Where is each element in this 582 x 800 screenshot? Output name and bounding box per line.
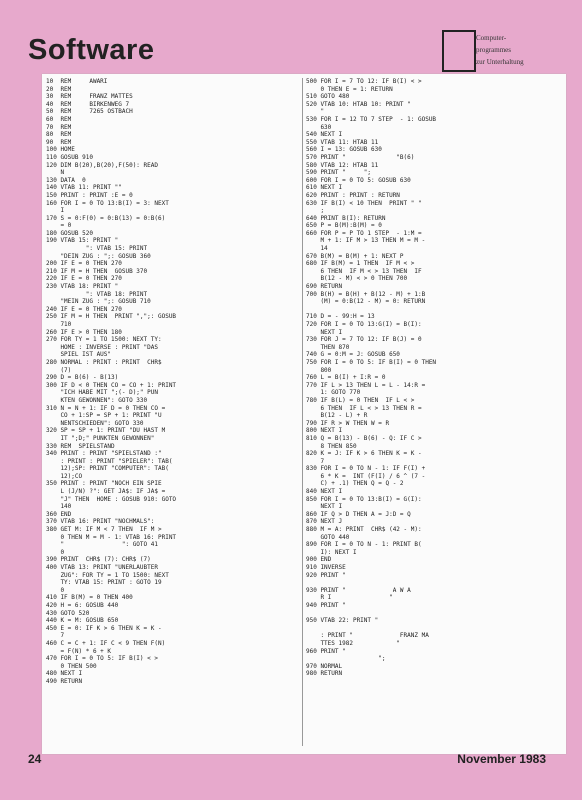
code-line: 80 REM xyxy=(46,131,72,139)
code-line: 430 GOTO 520 xyxy=(46,609,90,617)
section-title: Software xyxy=(28,34,155,66)
logo-line-2: programmes xyxy=(476,46,511,54)
code-line: 800 NEXT I xyxy=(306,427,343,435)
code-line xyxy=(306,306,558,314)
code-line: 830 FOR I = 0 TO N - 1: IF F(I) + xyxy=(306,465,426,473)
code-line: 970 NORMAL xyxy=(306,662,343,670)
code-line: 620 PRINT : PRINT : RETURN xyxy=(306,191,400,199)
code-line: ; xyxy=(306,207,325,215)
code-line: 450 E = 0: IF K > 6 THEN K = K - xyxy=(46,624,162,632)
code-line: 330 REM SPIELSTAND xyxy=(46,442,115,450)
code-line: " ": GOTO 41 xyxy=(46,541,158,549)
code-line: 7 xyxy=(306,457,325,465)
code-line: 510 GOTO 480 xyxy=(306,93,350,101)
logo-box-icon xyxy=(442,30,476,72)
code-line: "J" THEN HOME : GOSUB 910: GOTO xyxy=(46,495,177,503)
code-line: = 0 xyxy=(46,222,72,230)
code-line: 870 NEXT J xyxy=(306,518,343,526)
code-line: 380 GET M: IF M < 7 THEN IF M > xyxy=(46,526,162,534)
code-line: 800 xyxy=(306,366,332,374)
code-line xyxy=(306,579,558,587)
code-line: 12);SP: PRINT "COMPUTER": TAB( xyxy=(46,465,169,473)
code-line: 820 K = J: IF K > 6 THEN K = K - xyxy=(306,450,422,458)
code-line: 7 xyxy=(46,632,65,640)
code-line: 690 RETURN xyxy=(306,283,343,291)
column-divider xyxy=(302,78,303,746)
code-line: L (J/N) ?": GET JA$: IF JA$ = xyxy=(46,488,166,496)
code-line: 1: GOTO 770 xyxy=(306,389,361,397)
code-line: 230 VTAB 18: PRINT " xyxy=(46,283,119,291)
code-line: 260 IF E > 0 THEN 180 xyxy=(46,328,122,336)
code-line: GOTO 440 xyxy=(306,533,350,541)
code-line: 860 IF Q > D THEN A = J:D = Q xyxy=(306,510,411,518)
code-line: 120 DIM B(20),B(20),F(50): READ xyxy=(46,161,158,169)
code-line: IT ";D;" PUNKTEN GEWONNEN" xyxy=(46,434,155,442)
code-line: (7) xyxy=(46,366,72,374)
code-line: 140 VTAB 11: PRINT "" xyxy=(46,184,122,192)
code-line: 100 HOME xyxy=(46,146,75,154)
code-line: 180 GOSUB 520 xyxy=(46,229,93,237)
code-line: 740 G = 0:M = J: GOSUB 650 xyxy=(306,351,400,359)
code-line: 550 VTAB 11: HTAB 11 xyxy=(306,138,379,146)
code-line: 40 REM BIRKENWEG 7 xyxy=(46,100,130,108)
code-line: N xyxy=(46,169,65,177)
code-line: 930 PRINT " A W A xyxy=(306,586,411,594)
code-line: 440 K = M: GOSUB 650 xyxy=(46,617,119,625)
code-line: 880 M = A: PRINT CHR$ (42 - M): xyxy=(306,526,422,534)
code-line: TTES 1982 " xyxy=(306,639,400,647)
issue-date: November 1983 xyxy=(457,752,546,766)
page-number: 24 xyxy=(28,752,42,766)
code-line: 570 PRINT " "B(6) xyxy=(306,153,415,161)
code-line: 190 VTAB 15: PRINT " xyxy=(46,237,119,245)
code-line: TY: VTAB 15: PRINT : GOTO 19 xyxy=(46,579,162,587)
code-line: 950 VTAB 22: PRINT " xyxy=(306,617,379,625)
code-line: 0 THEN E = 1: RETURN xyxy=(306,85,393,93)
code-line: B(12 - M) < > 0 THEN 700 xyxy=(306,275,408,283)
code-line: ZUG": FOR TY = 1 TO 1500: NEXT xyxy=(46,571,169,579)
code-line: "DEIN ZUG : ";: GOSUB 360 xyxy=(46,252,151,260)
code-line: 480 NEXT I xyxy=(46,670,83,678)
code-line: 280 NORMAL : PRINT : PRINT CHR$ xyxy=(46,358,162,366)
code-line: 350 PRINT : PRINT "NOCH EIN SPIE xyxy=(46,480,162,488)
code-line: NEXT I xyxy=(306,328,343,336)
code-line: 50 REM 7265 OSTBACH xyxy=(46,108,133,116)
code-line: 370 VTAB 16: PRINT "NOCHMALS": xyxy=(46,518,155,526)
code-line: 810 Q = B(13) - B(6) - Q: IF C > xyxy=(306,434,422,442)
code-line: 630 IF B(I) < 10 THEN PRINT " " xyxy=(306,199,422,207)
code-line: 910 INVERSE xyxy=(306,564,346,571)
code-line: 140 xyxy=(46,503,72,511)
code-line: 600 FOR I = 0 TO 5: GOSUB 630 xyxy=(306,176,411,184)
code-line: 310 N = N + 1: IF D = 0 THEN CO = xyxy=(46,404,166,412)
code-line: 520 VTAB 10: HTAB 10: PRINT " xyxy=(306,100,411,108)
code-line: I): NEXT I xyxy=(306,548,357,556)
code-line xyxy=(306,625,558,633)
code-line: 220 IF E = 0 THEN 270 xyxy=(46,275,122,283)
code-line: 490 RETURN xyxy=(46,677,83,685)
code-line: 980 RETURN xyxy=(306,670,343,678)
code-line: NENTSCHIEDEN": GOTO 330 xyxy=(46,419,144,427)
code-line: 900 END xyxy=(306,556,332,564)
code-line: 840 NEXT I xyxy=(306,488,343,496)
code-line: ": VTAB 18: PRINT xyxy=(46,290,148,298)
code-line: 0 THEN 500 xyxy=(46,662,97,670)
logo-text xyxy=(476,32,524,68)
code-line: 0 THEN M = M - 1: VTAB 16: PRINT xyxy=(46,533,177,541)
code-line: 710 D = - 99:H = 13 xyxy=(306,313,375,321)
code-line: 210 IF M = H THEN GOSUB 370 xyxy=(46,267,148,275)
code-line: 170 S = 0:F(0) = 0:B(13) = 0:B(6) xyxy=(46,214,166,222)
code-line: I xyxy=(46,207,65,215)
code-line xyxy=(306,610,558,618)
code-line: 630 xyxy=(306,123,332,131)
code-line: 610 NEXT I xyxy=(306,184,343,192)
code-line: 300 IF D < 0 THEN CO = CO + 1: PRINT xyxy=(46,381,177,389)
code-line: " xyxy=(306,108,325,116)
code-line: 460 C = C + 1: IF C < 9 THEN F(N) xyxy=(46,639,166,647)
code-line: 660 FOR P = P TO 1 STEP - 1:M = xyxy=(306,229,422,237)
code-line: 240 IF E = 0 THEN 270 xyxy=(46,305,122,313)
code-line: 530 FOR I = 12 TO 7 STEP - 1: GOSUB xyxy=(306,115,437,123)
code-line: 560 I = 13: GOSUB 630 xyxy=(306,146,382,154)
code-line: : PRINT : PRINT "SPIELER": TAB( xyxy=(46,457,173,465)
code-line: 8 THEN 850 xyxy=(306,442,357,450)
code-line: 780 IF B(L) = 0 THEN IF L < > xyxy=(306,396,415,404)
code-line: 940 PRINT " xyxy=(306,601,346,609)
code-line: 470 FOR I = 0 TO 5: IF B(I) < > xyxy=(46,655,158,663)
code-line: 150 PRINT : PRINT :E = 0 xyxy=(46,191,133,199)
code-line: 200 IF E = 0 THEN 270 xyxy=(46,260,122,268)
code-line: 670 B(M) = B(M) + 1: NEXT P xyxy=(306,252,404,260)
code-line: 760 L = B(I) + I:R = 0 xyxy=(306,374,386,382)
code-line: 0 xyxy=(46,586,65,594)
code-line: "ICH HABE MIT ";(- D);" PUN xyxy=(46,389,158,397)
code-line: 30 REM FRANZ MATTES xyxy=(46,93,133,101)
code-line: 14 xyxy=(306,245,328,253)
code-line: ": VTAB 15: PRINT xyxy=(46,245,148,253)
code-line: 920 PRINT " xyxy=(306,571,346,579)
code-line: 730 FOR J = 7 TO 12: IF B(J) = 0 xyxy=(306,336,422,344)
code-line: 720 FOR I = 0 TO 13:G(I) = B(I): xyxy=(306,321,422,328)
code-line: 6 * K = INT (F(I) / 6 ^ (7 - xyxy=(306,472,426,480)
code-line: HOME : INVERSE : PRINT "DAS xyxy=(46,343,158,351)
listing-column-right xyxy=(306,78,558,678)
code-line: 790 IF R > W THEN W = R xyxy=(306,419,390,427)
logo-line-3: zur Unterhaltung xyxy=(476,58,524,66)
code-line: 320 SP = SP + 1: PRINT "DU HAST M xyxy=(46,427,166,435)
code-line: 710 xyxy=(46,321,72,328)
code-line: 590 PRINT " "; xyxy=(306,169,372,177)
code-line: 540 NEXT I xyxy=(306,131,343,139)
code-line: 580 VTAB 12: HTAB 11 xyxy=(306,161,379,169)
code-line: 650 P = B(M):B(M) = 0 xyxy=(306,222,382,230)
code-line: 680 IF B(M) = 1 THEN IF M < > xyxy=(306,260,415,268)
code-line: 60 REM xyxy=(46,115,72,123)
code-line: "; xyxy=(306,655,386,663)
code-line: 70 REM xyxy=(46,123,72,131)
code-line: 6 THEN IF M < > 13 THEN IF xyxy=(306,267,422,275)
code-line: "MEIN ZUG : ";: GOSUB 710 xyxy=(46,298,151,306)
code-line: 0 xyxy=(46,548,65,556)
code-line: 770 IF L > 13 THEN L = L - 14:R = xyxy=(306,381,426,389)
code-line: M + 1: IF M > 13 THEN M = M - xyxy=(306,237,426,245)
code-line: 500 FOR I = 7 TO 12: IF B(I) < > xyxy=(306,78,422,85)
code-listing-sheet xyxy=(42,74,566,754)
code-line: 6 THEN IF L < > 13 THEN R = xyxy=(306,404,422,412)
code-line: 270 FOR TY = 1 TO 1500: NEXT TY: xyxy=(46,336,162,344)
code-line: 250 IF M = H THEN PRINT ",";: GOSUB xyxy=(46,313,177,321)
code-line: 750 FOR I = 0 TO 5: IF B(I) = 0 THEN xyxy=(306,358,437,366)
code-line: 410 IF B(M) = 0 THEN 400 xyxy=(46,594,133,602)
code-line: 340 PRINT : PRINT "SPIELSTAND :" xyxy=(46,450,162,458)
code-line: CO + 1:SP = SP + 1: PRINT "U xyxy=(46,412,162,420)
code-line: 960 PRINT " xyxy=(306,647,346,655)
code-line: SPIEL IST AUS" xyxy=(46,351,112,359)
code-line: 20 REM xyxy=(46,85,72,93)
code-line: = F(N) * 6 + K xyxy=(46,647,112,655)
code-line: 890 FOR I = 0 TO N - 1: PRINT B( xyxy=(306,541,422,549)
magazine-page xyxy=(10,10,572,790)
code-line: 850 FOR I = 0 TO 13:B(I) = G(I): xyxy=(306,495,422,503)
code-line: 640 PRINT B(I): RETURN xyxy=(306,214,386,222)
code-line: KTEN GEWONNEN": GOTO 330 xyxy=(46,396,148,404)
code-line: 10 REM AWARI xyxy=(46,78,108,85)
code-line: 130 DATA 0 xyxy=(46,176,86,184)
code-line: C) + .1) THEN Q = Q - 2 xyxy=(306,480,404,488)
code-line: 400 VTAB 13: PRINT "UNERLAUBTER xyxy=(46,564,158,571)
code-line: NEXT I xyxy=(306,503,343,511)
listing-column-left xyxy=(46,78,298,686)
code-line: : PRINT " FRANZ MA xyxy=(306,632,429,640)
code-line: 360 END xyxy=(46,510,72,518)
cpu-logo xyxy=(442,30,552,78)
code-line: (M) = 0:B(12 - M) = 0: RETURN xyxy=(306,298,426,306)
code-line: 700 B(H) = B(H) + B(12 - M) + 1:B xyxy=(306,290,426,298)
logo-line-1: Computer- xyxy=(476,34,507,42)
code-line: 390 PRINT CHR$ (7): CHR$ (7) xyxy=(46,556,151,564)
code-line: 90 REM xyxy=(46,138,72,146)
code-line: 420 H = 6: GOSUB 440 xyxy=(46,601,119,609)
code-line: 12);CO xyxy=(46,472,83,480)
code-line: B(12 - L) + R xyxy=(306,412,368,420)
code-line: 110 GOSUB 910 xyxy=(46,153,93,161)
code-line: 160 FOR I = 0 TO 13:B(I) = 3: NEXT xyxy=(46,199,169,207)
code-line: R I " xyxy=(306,594,393,602)
code-line: THEN 870 xyxy=(306,343,350,351)
code-line: 290 D = B(6) - B(13) xyxy=(46,374,119,382)
